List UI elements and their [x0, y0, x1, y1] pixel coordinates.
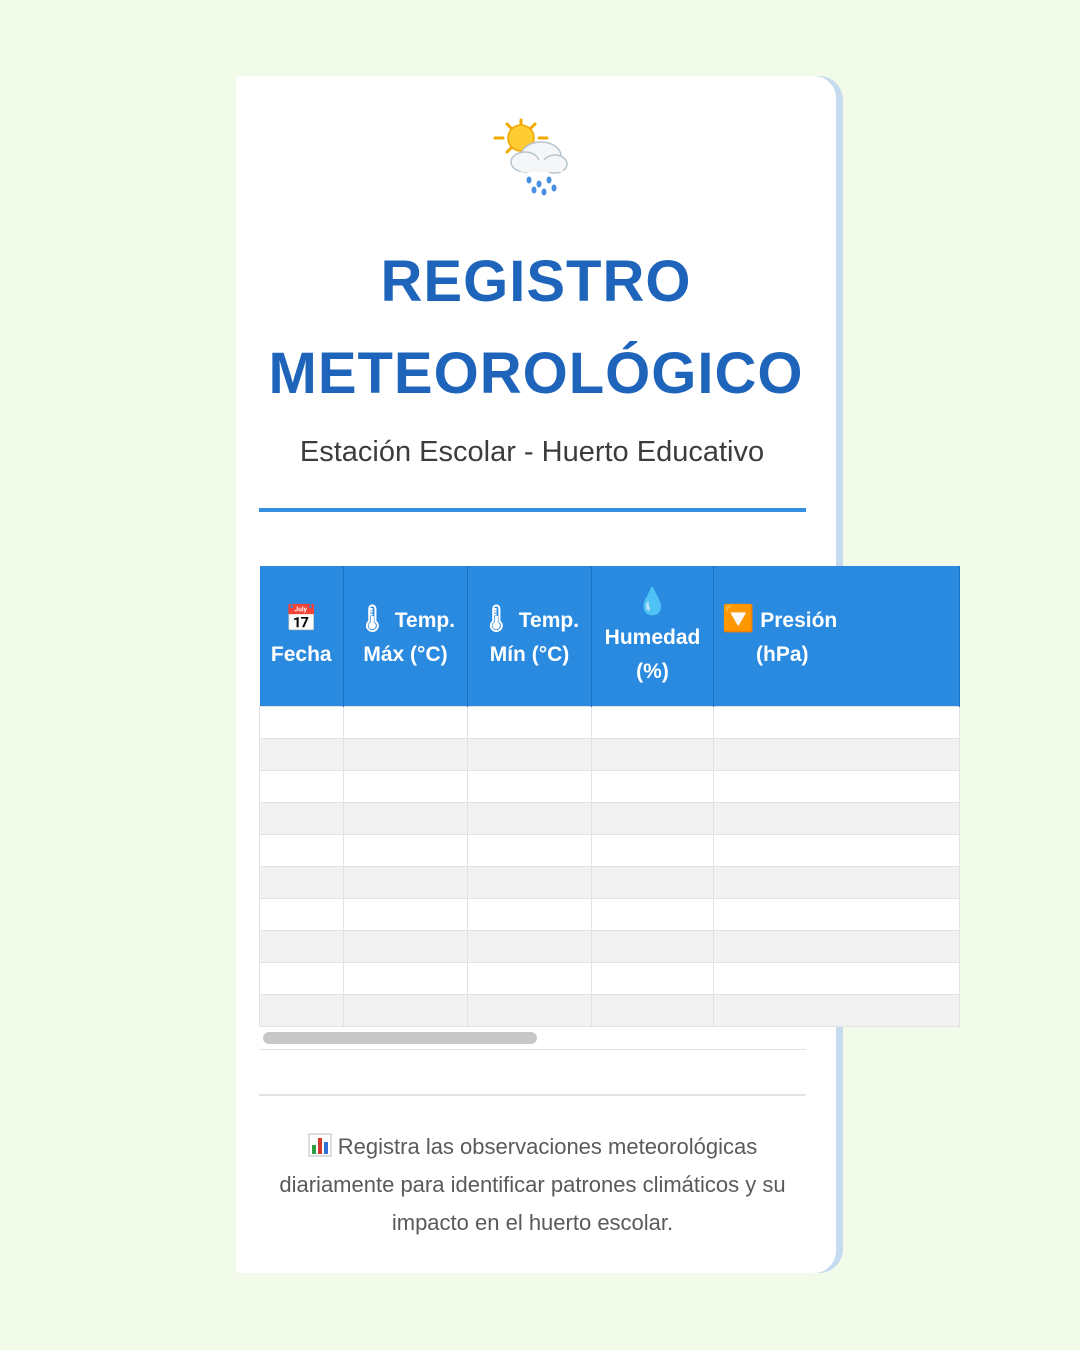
- table-cell[interactable]: [260, 707, 344, 739]
- table-cell[interactable]: [714, 899, 960, 931]
- table-cell[interactable]: [592, 739, 714, 771]
- footer-text: Registra las observaciones meteorológicas diariamente para identificar patrones climáticos y su impacto en el huerto escolar.: [279, 1134, 786, 1235]
- table-cell[interactable]: [468, 835, 592, 867]
- table-row: [260, 835, 960, 867]
- table-cell[interactable]: [592, 803, 714, 835]
- table-cell[interactable]: [714, 803, 960, 835]
- table-row: [260, 899, 960, 931]
- table-cell[interactable]: [468, 867, 592, 899]
- table-cell[interactable]: [468, 931, 592, 963]
- table-cell[interactable]: [468, 803, 592, 835]
- table-cell[interactable]: [468, 707, 592, 739]
- down-arrow-icon: 🔽: [722, 602, 755, 633]
- table-cell[interactable]: [260, 771, 344, 803]
- table-cell[interactable]: [260, 739, 344, 771]
- table-cell[interactable]: [714, 931, 960, 963]
- table-cell[interactable]: [592, 835, 714, 867]
- table-row: [260, 707, 960, 739]
- table-cell[interactable]: [260, 803, 344, 835]
- weather-log-card: [236, 76, 836, 1273]
- table-row: [260, 963, 960, 995]
- table-body: [260, 707, 960, 1027]
- droplet-icon: 💧: [636, 585, 669, 616]
- table-cell[interactable]: [344, 835, 468, 867]
- page-title: REGISTRO METEOROLÓGICO: [268, 249, 804, 406]
- table-row: [260, 803, 960, 835]
- table-cell[interactable]: [260, 931, 344, 963]
- table-cell[interactable]: [344, 771, 468, 803]
- table-cell[interactable]: [592, 963, 714, 995]
- column-header-fecha: 📅 Fecha: [260, 566, 344, 707]
- table-cell[interactable]: [344, 803, 468, 835]
- table-cell[interactable]: [260, 963, 344, 995]
- table-row: [260, 931, 960, 963]
- table-row: [260, 739, 960, 771]
- table-cell[interactable]: [592, 995, 714, 1027]
- calendar-icon: 📅: [285, 602, 318, 633]
- page-subtitle: Estación Escolar - Huerto Educativo: [299, 436, 765, 468]
- table-row: [260, 771, 960, 803]
- weather-table-scroll-area[interactable]: [259, 566, 838, 1050]
- table-header-row: [260, 566, 960, 707]
- sun-behind-rain-cloud-icon: [236, 114, 836, 204]
- column-header-temp-min: 🌡 Temp. Mín (°C): [468, 566, 592, 707]
- table-cell[interactable]: [592, 931, 714, 963]
- table-cell[interactable]: [344, 995, 468, 1027]
- table-cell[interactable]: [714, 707, 960, 739]
- table-cell[interactable]: [344, 867, 468, 899]
- column-header-presion: 🔽 Presión (hPa): [714, 566, 960, 707]
- column-header-temp-max: 🌡 Temp. Máx (°C): [344, 566, 468, 707]
- table-cell[interactable]: [344, 931, 468, 963]
- title-divider: [259, 508, 806, 512]
- horizontal-scrollbar[interactable]: [259, 1027, 806, 1049]
- table-cell[interactable]: [468, 771, 592, 803]
- table-row: [260, 995, 960, 1027]
- column-header-humedad: 💧 Humedad (%): [592, 566, 714, 707]
- weather-table: [259, 566, 960, 1027]
- table-cell[interactable]: [344, 963, 468, 995]
- table-cell[interactable]: [592, 707, 714, 739]
- table-cell[interactable]: [592, 899, 714, 931]
- table-cell[interactable]: [714, 867, 960, 899]
- scrollbar-thumb[interactable]: [263, 1032, 537, 1044]
- table-cell[interactable]: [592, 771, 714, 803]
- footer-divider: [259, 1094, 806, 1096]
- table-cell[interactable]: [468, 739, 592, 771]
- table-cell[interactable]: [468, 995, 592, 1027]
- footer-note: [259, 1128, 806, 1242]
- table-cell[interactable]: [714, 963, 960, 995]
- table-cell[interactable]: [344, 707, 468, 739]
- thermometer-icon: 🌡: [479, 602, 513, 633]
- table-cell[interactable]: [714, 771, 960, 803]
- table-cell[interactable]: [260, 899, 344, 931]
- table-cell[interactable]: [260, 835, 344, 867]
- table-cell[interactable]: [260, 995, 344, 1027]
- table-cell[interactable]: [260, 867, 344, 899]
- table-cell[interactable]: [592, 867, 714, 899]
- table-cell[interactable]: [468, 963, 592, 995]
- table-cell[interactable]: [714, 995, 960, 1027]
- table-cell[interactable]: [714, 835, 960, 867]
- table-cell[interactable]: [714, 739, 960, 771]
- table-cell[interactable]: [344, 899, 468, 931]
- thermometer-icon: 🌡: [355, 602, 389, 633]
- bar-chart-icon: [308, 1133, 332, 1157]
- table-cell[interactable]: [468, 899, 592, 931]
- table-row: [260, 867, 960, 899]
- table-cell[interactable]: [344, 739, 468, 771]
